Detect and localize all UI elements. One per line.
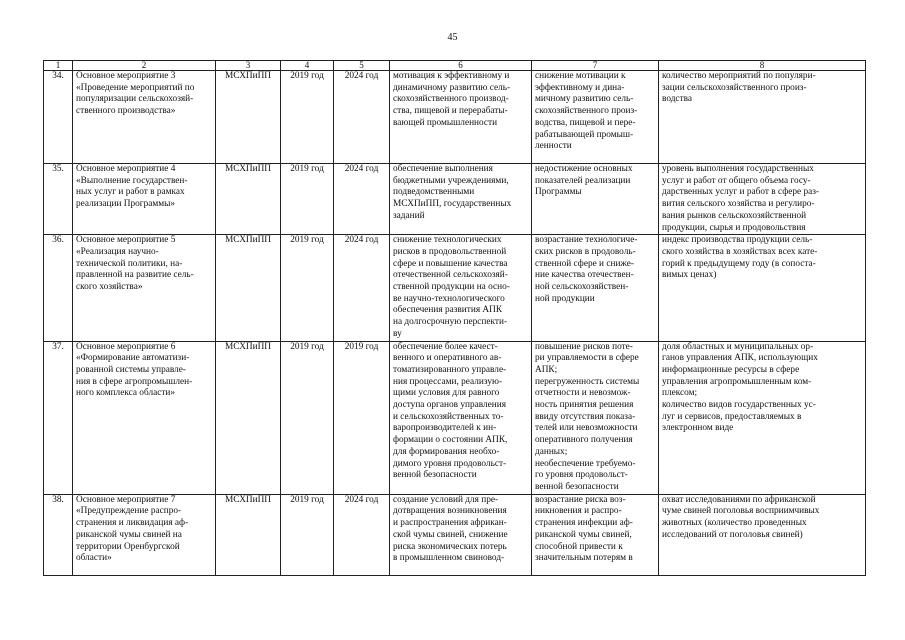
column-header: 5	[334, 61, 390, 71]
start-year: 2019 год	[281, 71, 334, 164]
responsible-executor: МСХПиПП	[216, 71, 281, 164]
table-row	[44, 164, 866, 235]
activity-name: Основное мероприятие 5 «Реализация научно- технической политики, на- правленной на развитие сель- ского хозяйства»	[73, 235, 216, 341]
activity-name: Основное мероприятие 3 «Проведение мероприятий по популяризации сельскохозяй- ственного производства»	[73, 71, 216, 164]
end-year: 2024 год	[334, 494, 390, 575]
related-indicator: уровень выполнения государственных услуг и работ от общего объема госу- дарственных услуг и работ в сфере раз- вития сельского хозяйства и регулиро- вания рынков сельскохозяйственной продукции, сырья и продовольствия	[659, 164, 866, 235]
start-year: 2019 год	[281, 341, 334, 494]
activity-name: Основное мероприятие 6 «Формирование автоматизи- рованной системы управле- ния в сфере агропромышлен- ного комплекса области»	[73, 341, 216, 494]
row-number: 37.	[44, 341, 73, 494]
responsible-executor: МСХПиПП	[216, 341, 281, 494]
table-row	[44, 341, 866, 494]
responsible-executor: МСХПиПП	[216, 235, 281, 341]
table-row	[44, 235, 866, 341]
row-number: 35.	[44, 164, 73, 235]
end-year: 2024 год	[334, 164, 390, 235]
non-implementation-consequences: возрастание технологиче- ских рисков в продоволь- ственной сфере и сниже- ние качества отечествен- ной сельскохозяйствен- ной продукции	[532, 235, 659, 341]
non-implementation-consequences: возрастание риска воз- никновения и распро- странения инфекции аф- риканской чумы свиней, способной привести к значительным потерям в	[532, 494, 659, 575]
column-header: 7	[532, 61, 659, 71]
expected-result: обеспечение выполнения бюджетными учреждениями, подведомственными МСХПиПП, государственных заданий	[390, 164, 532, 235]
table-row	[44, 494, 866, 575]
expected-result: мотивация к эффективному и динамичному развитию сель- скохозяйственного производ- ства, пищевой и перерабаты- вающей промышленности	[390, 71, 532, 164]
expected-result: создание условий для пре- дотвращения возникновения и распространения африкан- ской чумы свиней, снижение риска экономических потерь в промышленном свиновод-	[390, 494, 532, 575]
column-header: 4	[281, 61, 334, 71]
activity-name: Основное мероприятие 4 «Выполнение государствен- ных услуг и работ в рамках реализации Программы»	[73, 164, 216, 235]
end-year: 2019 год	[334, 341, 390, 494]
responsible-executor: МСХПиПП	[216, 164, 281, 235]
end-year: 2024 год	[334, 71, 390, 164]
row-number: 34.	[44, 71, 73, 164]
non-implementation-consequences: повышение рисков поте- ри управляемости в сфере АПК; перегруженность системы отчетности и невозмож- ность принятия решения ввиду отсутствия показа- телей или невозможности оперативного получения данных; необеспечение требуемо- го уровня продовольст- венной безопасности	[532, 341, 659, 494]
non-implementation-consequences: недостижение основных показателей реализации Программы	[532, 164, 659, 235]
related-indicator: индекс производства продукции сель- ского хозяйства в хозяйствах всех кате- горий к предыдущему году (в сопоста- вимых ценах)	[659, 235, 866, 341]
column-number-row	[44, 61, 866, 71]
related-indicator: доля областных и муниципальных ор- ганов управления АПК, использующих информационные ресурсы в сфере управления агропромышленным ком- плексом; количество видов государственных ус- луг и сервисов, предоставляемых в электронном виде	[659, 341, 866, 494]
column-header: 2	[73, 61, 216, 71]
column-header: 3	[216, 61, 281, 71]
start-year: 2019 год	[281, 164, 334, 235]
column-header: 6	[390, 61, 532, 71]
activity-name: Основное мероприятие 7 «Предупреждение распро- странения и ликвидация аф- риканской чумы свиней на территории Оренбургской области»	[73, 494, 216, 575]
column-header: 1	[44, 61, 73, 71]
non-implementation-consequences: снижение мотивации к эффективному и дина- мичному развитию сель- скохозяйственного произ- водства, пищевой и пере- рабатывающей промыш- ленности	[532, 71, 659, 164]
row-number: 38.	[44, 494, 73, 575]
start-year: 2019 год	[281, 494, 334, 575]
expected-result: снижение технологических рисков в продовольственной сфере и повышение качества отечественной сельскохозяй- ственной продукции на осно- ве научно-технологического обеспечения развития АПК на долгосрочную перспекти- ву	[390, 235, 532, 341]
page-number: 45	[447, 32, 458, 43]
activities-table	[43, 60, 866, 576]
expected-result: обеспечение более качест- венного и оперативного ав- томатизированного управле- ния процессами, реализую- щими условия для равного доступа органов управления и сельскохозяйственных то- варопроизводителей к ин- формации о состоянии АПК, для формирования необхо- димого уровня продовольст- венной безопасности	[390, 341, 532, 494]
end-year: 2024 год	[334, 235, 390, 341]
table-row	[44, 71, 866, 164]
related-indicator: охват исследованиями по африканской чуме свиней поголовья восприимчивых животных (количество проведенных исследований от поголовья свиней)	[659, 494, 866, 575]
row-number: 36.	[44, 235, 73, 341]
related-indicator: количество мероприятий по популяри- зации сельскохозяйственного произ- водства	[659, 71, 866, 164]
responsible-executor: МСХПиПП	[216, 494, 281, 575]
start-year: 2019 год	[281, 235, 334, 341]
column-header: 8	[659, 61, 866, 71]
